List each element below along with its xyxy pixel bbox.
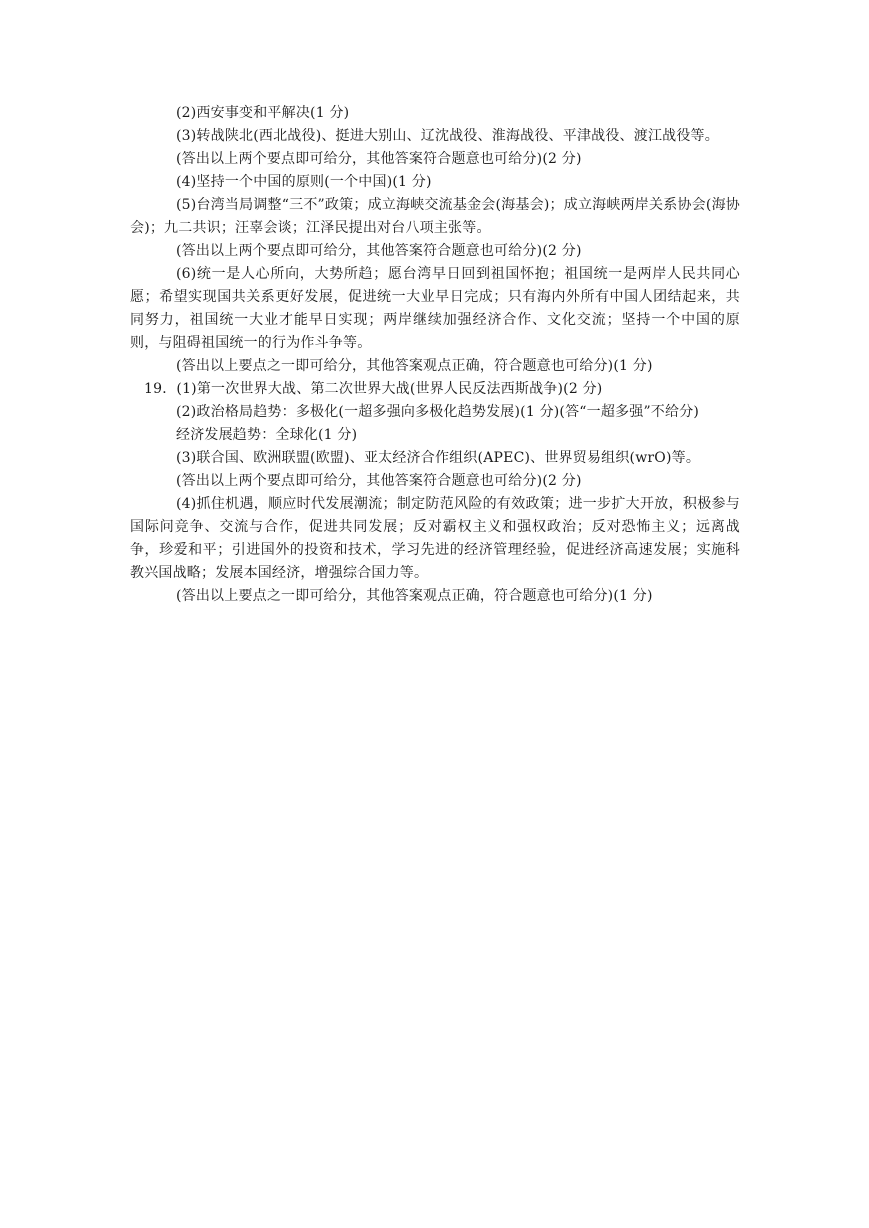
answer-item: (6)统一是人心所向，大势所趋；愿台湾早日回到祖国怀抱；祖国统一是两岸人民共同心愿；希望实现国共关系更好发展，促进统一大业早日完成；只有海内外所有中国人团结起来，共同努力，祖国统一大业才能早日实现；两岸继续加强经济合作、文化交流；坚持一个中国的原则，与阻碍祖国统一的行为作斗争等。 — [130, 266, 740, 351]
scoring-note: (答出以上两个要点即可给分，其他答案符合题意也可给分)(2 分) — [176, 151, 582, 167]
answer-item: (5)台湾当局调整“三不”政策；成立海峡交流基金会(海基会)；成立海峡两岸关系协会(海协会)；九二共识；汪辜会谈；江泽民提出对台八项主张等。 — [130, 197, 740, 236]
answer-item: (4)坚持一个中国的原则(一个中国)(1 分) — [176, 174, 432, 190]
answer-item: (4)抓住机遇，顺应时代发展潮流；制定防范风险的有效政策；进一步扩大开放，积极参与国际问竞争、交流与合作，促进共同发展；反对霸权主义和强权政治；反对恐怖主义；远离战争，珍爱和平；引进国外的投资和技术，学习先进的经济管理经验，促进经济高速发展；实施科教兴国战略；发展本国经济，增强综合国力等。 — [130, 496, 740, 581]
answer-item: (2)政治格局趋势：多极化(一超多强向多极化趋势发展)(1 分)(答“一超多强”不给分) — [176, 404, 700, 420]
scoring-note: (答出以上要点之一即可给分，其他答案观点正确，符合题意也可给分)(1 分) — [176, 358, 653, 374]
answer-key-body — [130, 102, 740, 608]
answer-item: (3)联合国、欧洲联盟(欧盟)、亚太经济合作组织(APEC)、世界贸易组织(wrO)等。 — [176, 450, 701, 466]
scoring-note: (答出以上两个要点即可给分，其他答案符合题意也可给分)(2 分) — [176, 473, 582, 489]
scoring-note: (答出以上要点之一即可给分，其他答案观点正确，符合题意也可给分)(1 分) — [176, 588, 653, 604]
answer-item: (3)转战陕北(西北战役)、挺进大别山、辽沈战役、淮海战役、平津战役、渡江战役等。 — [176, 128, 719, 144]
answer-item: 经济发展趋势：全球化(1 分) — [176, 427, 358, 443]
scoring-note: (答出以上两个要点即可给分，其他答案符合题意也可给分)(2 分) — [176, 243, 582, 259]
question-19-item: 19．(1)第一次世界大战、第二次世界大战(世界人民反法西斯战争)(2 分) — [144, 381, 603, 397]
answer-item: (2)西安事变和平解决(1 分) — [176, 105, 350, 121]
